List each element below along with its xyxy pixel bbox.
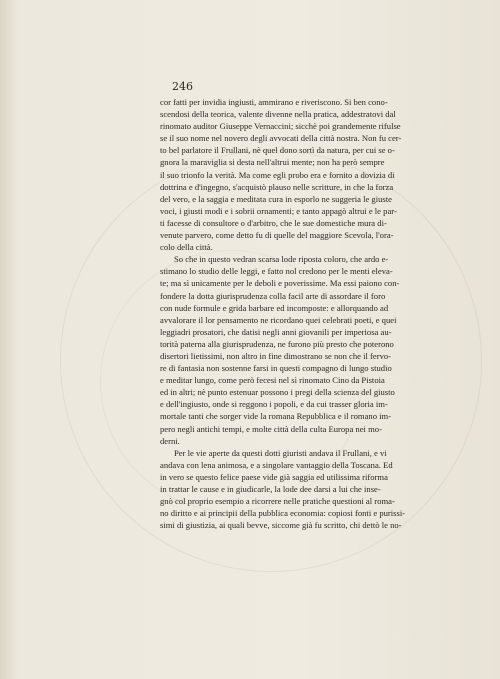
page-number: 246 (172, 80, 193, 93)
text-line: simi di giustizia, ai quali bevve, siccome già fu scritto, chi dettò le no- (160, 520, 402, 531)
text-line: in vero se questo felice paese vide già saggia ed utilissima riforma (160, 471, 388, 482)
text-line: Per le vie aperte da questi dotti giuristi andava il Frullani, e vi (174, 447, 387, 458)
text-line: del vero, e la saggia e meditata cura in esporlo ne suggeria le giuste (160, 193, 392, 204)
text-line: voci, i giusti modi e i sobrii ornamenti; e tanto appagò altrui e le par- (160, 205, 397, 216)
text-line: ti facesse di consultore o d'arbitro, che le sue domestiche mura di- (160, 217, 387, 228)
text-line: il suo trionfo la verità. Ma come egli probo era e fornito a dovizia di (160, 169, 395, 180)
text-line: te; ma sì unicamente per le deboli e poverissime. Ma essi paiono con- (160, 278, 400, 289)
body-text (160, 96, 430, 531)
text-line: in trattar le cause e in giudicarle, la lode dee darsi a lui che inse- (160, 484, 381, 494)
text-line: no diritto e ai principii della pubblica economia: copiosi fonti e purissi- (160, 508, 406, 519)
text-line: derni. (160, 435, 180, 446)
text-line: e dell'ingiusto, onde si reggono i popoli, e da cui trasser gloria im- (160, 399, 388, 410)
text-line: andava con lena animosa, e a singolare vantaggio della Toscana. Ed (160, 459, 393, 470)
text-line: con nude formule e grida barbare ed incomposte: e allorquando ad (160, 302, 389, 313)
text-line: re di fantasia non sostenne farsi in questi compagno di lungo studio (160, 363, 392, 374)
text-line: colo della città. (160, 242, 213, 253)
text-line: se il suo nome nel novero degli avvocati della città nostra. Non fu cer- (160, 133, 402, 144)
text-line: torità paterna alla giurisprudenza, ne furono più presto che poterono (160, 338, 394, 349)
text-line: leggiadri prosatori, che datisi negli anni giovanili per imperiosa au- (160, 326, 392, 337)
text-line: to bel parlatore il Frullani, nè quel dono sortì da natura, per cui se o- (160, 145, 395, 156)
text-line: pero negli antichi tempi, e molte città della culta Europa nei mo- (160, 423, 382, 434)
text-line: gnò col proprio esempio a ricorrere nelle pratiche questioni al roma- (160, 496, 395, 507)
text-line: gnora la maraviglia si desta nell'altrui mente; non ha però sempre (160, 157, 385, 168)
text-line: dottrina e d'ingegno, s'acquistò plauso nelle scritture, in che la forza (160, 181, 394, 192)
paragraph (160, 253, 430, 447)
text-line: scendosi della teorica, valente divenne nella pratica, addestratovi dal (160, 109, 396, 120)
text-line: So che in questo vedran scarsa lode riposta coloro, che ardo e- (174, 254, 389, 265)
text-line: avvalorare il lor pensamento ne ricordano quei celebrati poeti, e quei (160, 314, 397, 325)
text-line: ed in altri; nè punto estenuar possono i pregi della scienza del giusto (160, 387, 395, 398)
text-line: venute parvero, come detto fu di quelle del maggiore Scevola, l'ora- (160, 230, 394, 241)
text-line: stimano lo studio delle leggi, e fatto nol credono per le menti eleva- (160, 266, 393, 277)
text-line: e meditar lungo, come però fecesi nel sì rinomato Cino da Pistoia (160, 375, 385, 386)
text-line: disertori lietissimi, non altro in fine dimostrano se non che il fervo- (160, 350, 392, 361)
text-line: mortale tanti che sorger vide la romana Repubblica e il romano im- (160, 411, 392, 422)
paragraph (160, 96, 430, 253)
text-line: rinomato auditor Giuseppe Vernaccini; sicchè poi grandemente rifulse (160, 121, 401, 132)
paragraph (160, 447, 430, 532)
text-line: fondere la dotta giurisprudenza colla facil arte di assordare il foro (160, 290, 386, 301)
text-line: cor fatti per invidia ingiusti, ammirano e riveriscono. Si ben cono- (160, 97, 388, 107)
